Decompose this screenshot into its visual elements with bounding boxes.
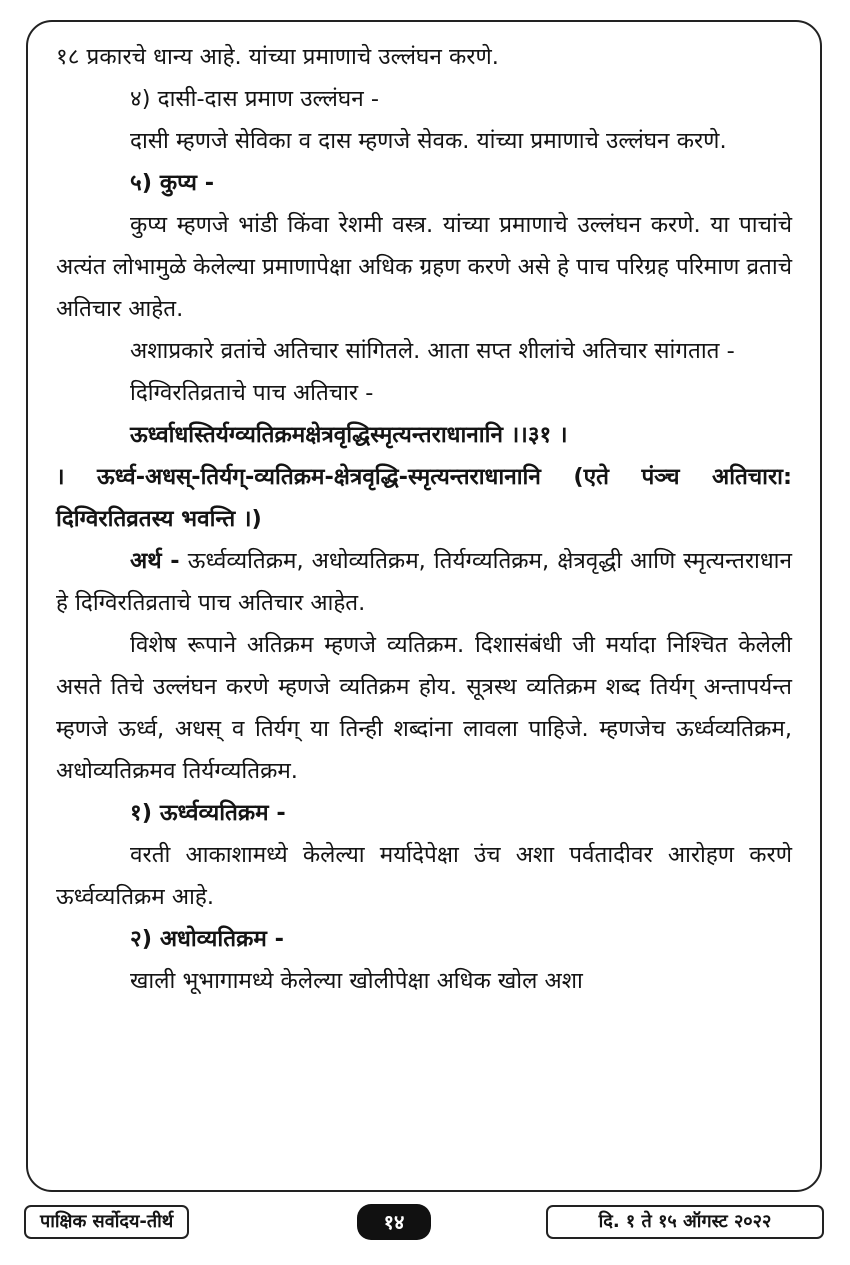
subheading: २) अधोव्यतिक्रम - (130, 926, 284, 952)
paragraph: अशाप्रकारे व्रतांचे अतिचार सांगितले. आता सप्त शीलांचे अतिचार सांगतात - (130, 338, 735, 364)
paragraph: वरती आकाशामध्ये केलेल्या मर्यादेपेक्षा उंच अशा पर्वतादीवर आरोहण करणे ऊर्ध्वव्यतिक्रम आहे. (56, 842, 792, 910)
page-body (56, 36, 792, 1002)
sutra-expansion: । ऊर्ध्व-अधस्-तिर्यग्-व्यतिक्रम-क्षेत्रवृद्धि-स्मृत्यन्तराधानानि (एते पंञ्च अतिचारा: दिग्विरतिव्रतस्य भवन्ति ।) (56, 464, 792, 532)
artha-text: ऊर्ध्वव्यतिक्रम, अधोव्यतिक्रम, तिर्यग्व्यतिक्रम, क्षेत्रवृद्धी आणि स्मृत्यन्तराधान हे दिग्विरतिव्रताचे पाच अतिचार आहेत. (56, 548, 792, 616)
paragraph: १८ प्रकारचे धान्य आहे. यांच्या प्रमाणाचे उल्लंघन करणे. (56, 44, 499, 70)
paragraph: कुप्य म्हणजे भांडी किंवा रेशमी वस्त्र. यांच्या प्रमाणाचे उल्लंघन करणे. या पाचांचे अत्यंत लोभामुळे केलेल्या प्रमाणापेक्षा अधिक ग्रहण करणे असे हे पाच परिग्रह परिमाण व्रताचे अतिचार आहेत. (56, 212, 792, 322)
footer-publication-name: पाक्षिक सर्वोदय-तीर्थ (24, 1205, 189, 1239)
artha-label: अर्थ - (130, 548, 180, 574)
paragraph (56, 540, 792, 624)
paragraph: खाली भूभागामध्ये केलेल्या खोलीपेक्षा अधिक खोल अशा (130, 968, 583, 994)
subheading: १) ऊर्ध्वव्यतिक्रम - (130, 800, 286, 826)
subheading: ४) दासी-दास प्रमाण उल्लंघन - (130, 86, 379, 112)
paragraph: दिग्विरतिव्रताचे पाच अतिचार - (130, 380, 374, 406)
page-number: १४ (357, 1204, 431, 1240)
footer-date: दि. १ ते १५ ऑगस्ट २०२२ (546, 1205, 824, 1239)
paragraph: विशेष रूपाने अतिक्रम म्हणजे व्यतिक्रम. दिशासंबंधी जी मर्यादा निश्चित केलेली असते तिचे उल्लंघन करणे म्हणजे व्यतिक्रम होय. सूत्रस्थ व्यतिक्रम शब्द तिर्यग् अन्तापर्यन्त म्हणजे ऊर्ध्व, अधस् व तिर्यग् या तिन्ही शब्दांना लावला पाहिजे. म्हणजेच ऊर्ध्वव्यतिक्रम, अधोव्यतिक्रमव तिर्यग्व्यतिक्रम. (56, 632, 792, 784)
subheading: ५) कुप्य - (130, 170, 215, 196)
sutra-line: ऊर्ध्वाधस्तिर्यग्व्यतिक्रमक्षेत्रवृद्धिस्मृत्यन्तराधानानि ।।३१ । (130, 422, 568, 448)
paragraph: दासी म्हणजे सेविका व दास म्हणजे सेवक. यांच्या प्रमाणाचे उल्लंघन करणे. (130, 128, 727, 154)
